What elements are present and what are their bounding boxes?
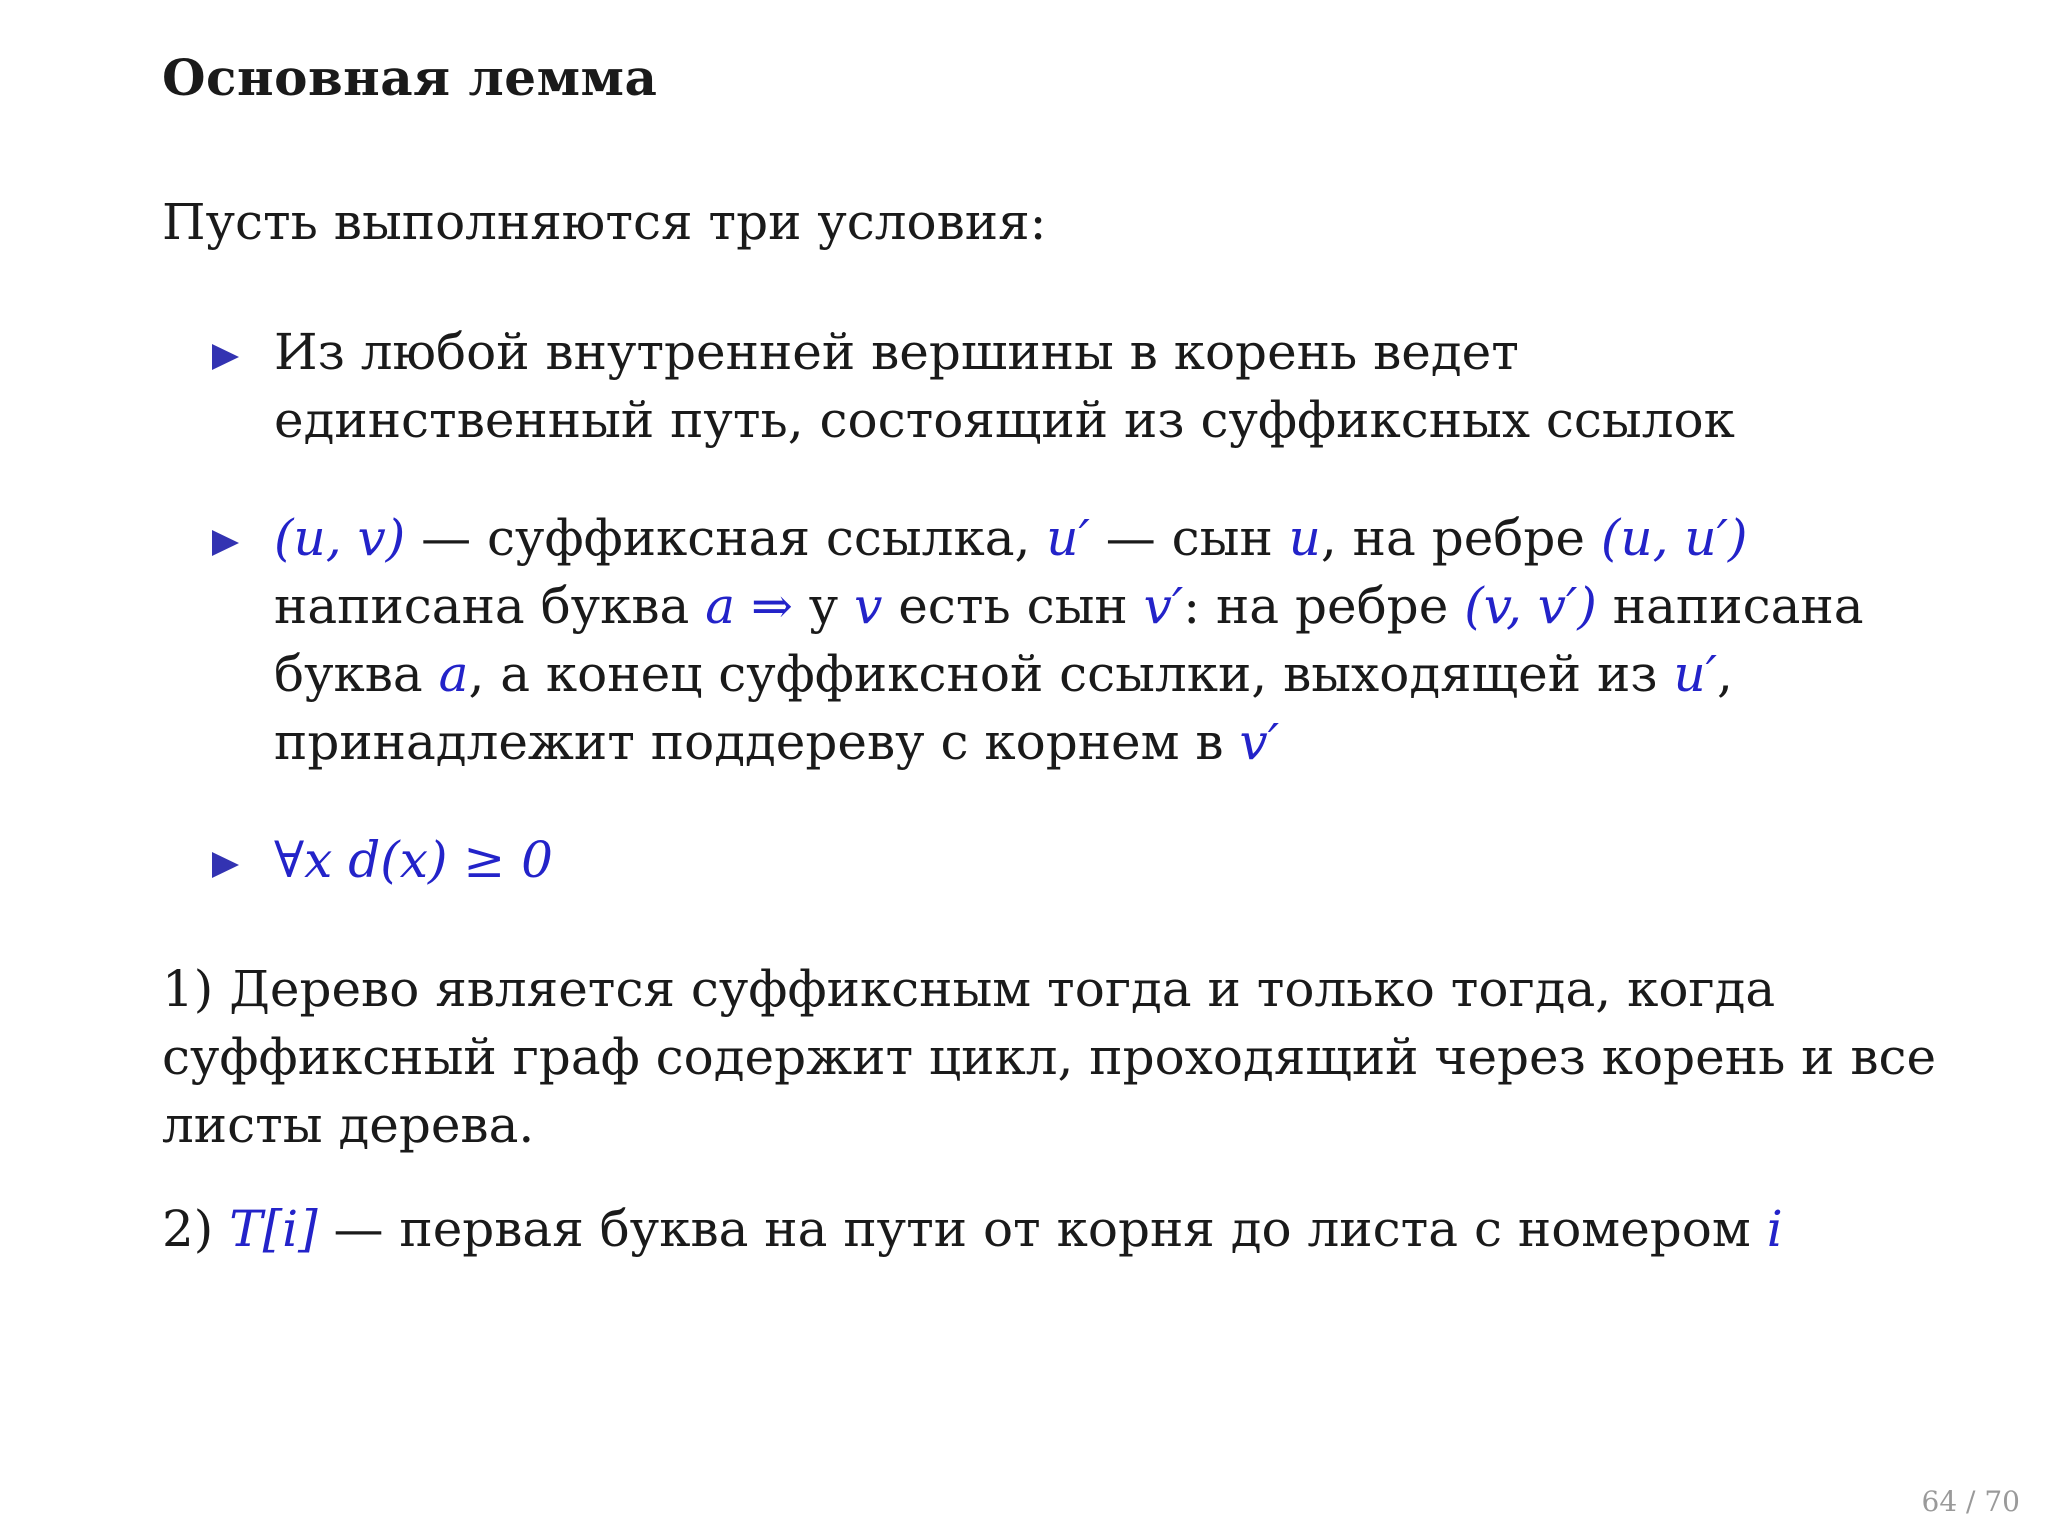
bullet-triangle-icon [212, 530, 239, 556]
math-expression: v′ [1143, 577, 1184, 635]
math-expression: ∀x d(x) ≥ 0 [274, 831, 553, 889]
math-expression: T[i] [229, 1200, 318, 1258]
math-expression: u′ [1046, 509, 1090, 567]
math-expression: a [438, 645, 469, 703]
condition-2-text: , а конец суффиксной ссылки, выходящей из [468, 645, 1674, 703]
condition-2-text: написана буква [274, 577, 706, 635]
condition-2-text: у [792, 577, 855, 635]
condition-2-text: — суффиксная ссылка, [405, 509, 1047, 567]
math-expression: u′ [1673, 645, 1718, 703]
condition-2-text: — сын [1089, 509, 1289, 567]
statement-2-text: — первая буква на пути от корня до листа с номером [317, 1200, 1767, 1258]
bullet-triangle-icon [212, 852, 239, 878]
statement-2 [162, 1195, 1942, 1263]
math-expression: u [1288, 509, 1321, 567]
conditions-list [212, 318, 1912, 894]
condition-item-2 [212, 504, 1912, 776]
condition-item-1 [212, 318, 1912, 454]
condition-item-3 [212, 826, 1912, 894]
math-expression: (u, v) [274, 509, 406, 567]
condition-2-text: , на ребре [1320, 509, 1601, 567]
math-expression: a ⇒ [705, 577, 793, 635]
condition-1-text: Из любой внутренней вершины в корень ведет единственный путь, состоящий из суффиксных ссылок [274, 323, 1735, 449]
bullet-triangle-icon [212, 344, 239, 370]
condition-2-text: есть сын [882, 577, 1144, 635]
statement-1: 1) Дерево является суффиксным тогда и только тогда, когда суффиксный граф содержит цикл, проходящий через корень и все листы дерева. [162, 960, 1937, 1154]
math-expression: i [1766, 1200, 1783, 1258]
math-expression: v [854, 577, 883, 635]
slide-title: Основная лемма [162, 48, 658, 107]
statement-2-prefix: 2) [162, 1200, 230, 1258]
math-expression: (v, v′) [1464, 577, 1597, 635]
condition-2-text: : на ребре [1183, 577, 1465, 635]
math-expression: (u, u′) [1600, 509, 1748, 567]
intro-text: Пусть выполняются три условия: [162, 193, 1047, 251]
math-expression: v′ [1239, 713, 1280, 771]
page-number: 64 / 70 [1921, 1485, 2020, 1518]
condition-2-text: написана буква [274, 577, 1864, 703]
condition-2-text: , принадлежит поддереву с корнем в [274, 645, 1733, 771]
